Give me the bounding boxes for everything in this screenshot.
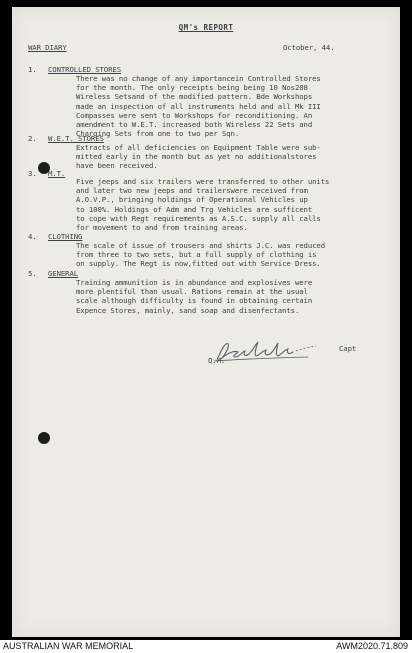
section-body-mt [76, 177, 392, 232]
text-line: Wireless Setsand of the modified pattern. Bde Workshops [76, 92, 313, 102]
text-line: have been received. [76, 161, 158, 171]
text-line: for the month. The only receipts being being 10 Nos208 [76, 83, 308, 93]
text-line: from three to two sets, but a full supply of clothing is [76, 250, 317, 260]
section-heading-mt [28, 169, 65, 178]
archive-footer [0, 640, 412, 653]
section-body-controlled-stores [76, 74, 392, 138]
section-number: 2. [28, 134, 37, 143]
text-line: made an inspection of all instruments held and all Mk III [76, 101, 321, 111]
section-body-general [76, 278, 392, 315]
signatory-rank: Capt [339, 344, 357, 353]
text-line: The scale of issue of trousers and shirts J.C. was reduced [76, 241, 326, 250]
text-line: Expence Stores, mainly, sand soap and disenfectants. [76, 305, 300, 315]
section-number: 1. [28, 65, 37, 74]
section-heading-controlled-stores [28, 65, 121, 74]
section-heading-general [28, 269, 78, 278]
section-title: GENERAL [48, 269, 79, 278]
text-line: A.O.V.P., bringing holdings of Operational Vehicles up [76, 195, 308, 205]
text-line: amendment to W.E.T. increased both Wireless 22 Sets and [76, 120, 313, 130]
war-diary-label: WAR DIARY [28, 43, 67, 52]
handwritten-signature [212, 338, 322, 364]
text-line: Charging Sets from one to two per Sqn. [76, 129, 240, 139]
section-number: 4. [28, 232, 37, 241]
text-line: Training ammunition is in abundance and explosives were [76, 278, 313, 287]
section-title: M.T. [48, 169, 66, 178]
text-line: to cope with Regt requirements as A.S.C. supply all calls [76, 213, 321, 223]
section-number: 3. [28, 169, 37, 178]
punch-hole [38, 432, 50, 444]
document-page [12, 7, 400, 637]
text-line: more plentiful than usual. Rations remain at the usual [76, 287, 308, 297]
text-line: scale although difficulty is found in obtaining certain [76, 296, 313, 306]
signatory-appointment: Q.M. [208, 356, 226, 365]
section-number: 5. [28, 269, 37, 278]
text-line: mitted early in the month but as yet no additionalstores [76, 152, 317, 162]
section-heading-clothing [28, 232, 82, 241]
text-line: Extracts of all deficiencies on Equipment Table were sub- [76, 143, 321, 152]
section-body-clothing [76, 241, 392, 269]
section-title: W.E.T. STORES [48, 134, 104, 143]
text-line: Five jeeps and six trailers were transferred to other units [76, 177, 330, 186]
section-body-wet-stores [76, 143, 392, 171]
section-title: CONTROLLED STORES [48, 65, 121, 74]
text-line: Compasses were sent to Workshops for reconditioning. An [76, 110, 313, 120]
text-line: and later two new jeeps and trailerswere received from [76, 186, 308, 196]
text-line: for movement to and from training areas. [76, 223, 248, 233]
text-line: to 100%. Holdings of Adm and Trg Vehicles are sufficent [76, 204, 313, 214]
text-line: on supply. The Regt is now,fitted out with Service Dress. [76, 259, 321, 269]
report-date: October, 44. [283, 43, 335, 52]
archive-reference: AWM2020.71.809 [336, 641, 408, 651]
text-line: There was no change of any importancein Controlled Stores [76, 74, 321, 83]
section-title: CLOTHING [48, 232, 83, 241]
page-title: QM's REPORT [178, 23, 234, 32]
institution-name: AUSTRALIAN WAR MEMORIAL [3, 641, 134, 651]
section-heading-wet-stores [28, 134, 104, 143]
